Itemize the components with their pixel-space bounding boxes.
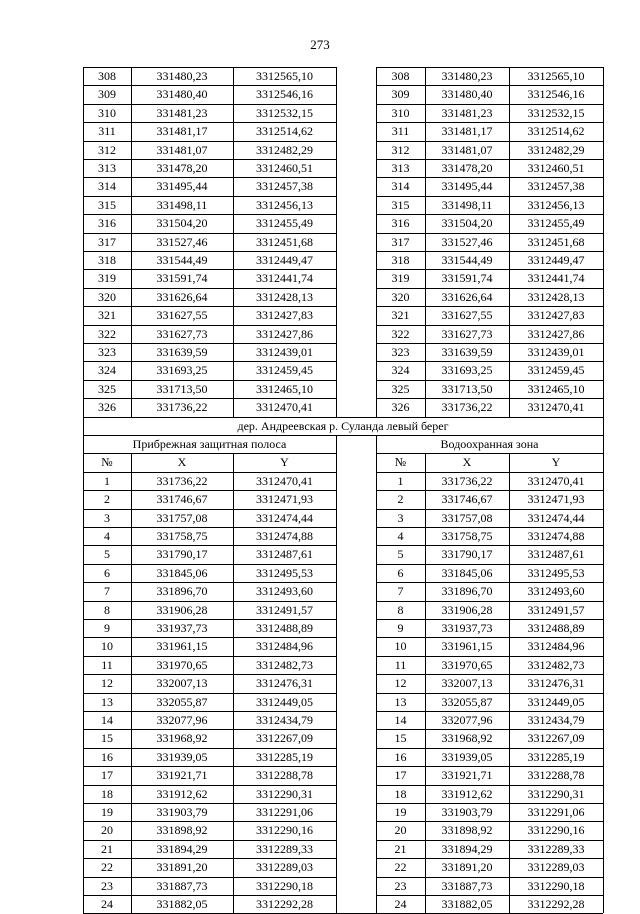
x-coordinate: 331591,74: [156, 271, 208, 286]
x-coordinate: 331757,08: [441, 510, 493, 525]
x-coordinate: 331481,07: [441, 142, 493, 157]
x-coordinate: 331790,17: [156, 547, 208, 562]
x-coordinate: 331896,70: [441, 584, 493, 599]
point-number: 6: [397, 565, 404, 580]
point-number: 22: [101, 860, 113, 875]
point-number: 24: [394, 897, 407, 911]
y-coordinate: 3312493,60: [527, 584, 585, 599]
point-number: 322: [391, 326, 410, 341]
y-coordinate: 3312289,33: [527, 841, 585, 856]
point-number: 1: [397, 473, 404, 488]
left-section-label: Прибрежная защитная полоса: [132, 437, 287, 451]
x-coordinate: 331906,28: [441, 602, 493, 617]
point-number: 316: [391, 216, 410, 231]
y-coordinate: 3312487,61: [256, 547, 313, 562]
y-coordinate: 3312455,49: [256, 216, 313, 231]
point-number: 4: [104, 529, 110, 543]
column-header-number: №: [394, 455, 407, 470]
point-number: 321: [98, 308, 116, 323]
y-coordinate: 3312514,62: [256, 124, 313, 139]
y-coordinate: 3312488,89: [256, 621, 313, 635]
point-number: 324: [98, 363, 116, 378]
x-coordinate: 332077,96: [441, 713, 493, 727]
point-number: 314: [98, 179, 116, 194]
x-coordinate: 331845,06: [156, 565, 208, 580]
x-coordinate: 331887,73: [156, 878, 208, 893]
y-coordinate: 3312449,47: [256, 253, 313, 267]
point-number: 315: [391, 197, 410, 212]
point-number: 14: [101, 713, 113, 727]
point-number: 5: [397, 547, 404, 562]
y-coordinate: 3312482,29: [256, 142, 313, 157]
y-coordinate: 3312290,31: [256, 786, 313, 801]
x-coordinate: 331898,92: [156, 823, 208, 838]
point-number: 16: [394, 749, 407, 764]
y-coordinate: 3312470,41: [527, 400, 585, 415]
y-coordinate: 3312565,10: [527, 69, 585, 83]
point-number: 1: [104, 473, 110, 488]
point-number: 312: [391, 142, 410, 157]
x-coordinate: 331478,20: [441, 161, 493, 175]
point-number: 325: [391, 381, 410, 396]
y-coordinate: 3312267,09: [527, 731, 585, 746]
y-coordinate: 3312288,78: [527, 768, 585, 783]
x-coordinate: 331882,05: [156, 897, 208, 911]
y-coordinate: 3312289,33: [256, 841, 313, 856]
point-number: 324: [391, 363, 410, 378]
x-coordinate: 331713,50: [156, 381, 208, 396]
x-coordinate: 331912,62: [156, 786, 208, 801]
table-rule: [603, 435, 604, 453]
x-coordinate: 331758,75: [156, 529, 208, 543]
table-rule: [336, 435, 337, 453]
point-number: 320: [391, 289, 410, 304]
x-coordinate: 331887,73: [441, 878, 493, 893]
x-coordinate: 331627,55: [156, 308, 208, 323]
point-number: 326: [391, 400, 410, 415]
x-coordinate: 331478,20: [156, 161, 208, 175]
x-coordinate: 331480,40: [156, 87, 208, 102]
y-coordinate: 3312474,88: [527, 529, 585, 543]
point-number: 13: [101, 694, 113, 709]
x-coordinate: 331481,23: [156, 105, 208, 120]
x-coordinate: 331627,73: [441, 326, 493, 341]
x-coordinate: 331736,22: [156, 400, 208, 415]
x-coordinate: 331898,92: [441, 823, 493, 838]
y-coordinate: 3312471,93: [527, 492, 585, 507]
point-number: 322: [98, 326, 116, 341]
y-coordinate: 3312495,53: [256, 565, 313, 580]
y-coordinate: 3312471,93: [256, 492, 313, 507]
y-coordinate: 3312487,61: [527, 547, 585, 562]
x-coordinate: 331481,07: [156, 142, 208, 157]
x-coordinate: 331968,92: [156, 731, 208, 746]
point-number: 323: [391, 345, 410, 359]
y-coordinate: 3312456,13: [527, 197, 585, 212]
y-coordinate: 3312484,96: [527, 639, 585, 654]
x-coordinate: 331937,73: [156, 621, 208, 635]
column-header-y: Y: [280, 455, 289, 470]
point-number: 17: [101, 768, 113, 783]
y-coordinate: 3312532,15: [527, 105, 585, 120]
x-coordinate: 331937,73: [441, 621, 493, 635]
point-number: 22: [394, 860, 407, 875]
y-coordinate: 3312474,44: [527, 510, 585, 525]
y-coordinate: 3312482,73: [527, 657, 585, 672]
point-number: 15: [101, 731, 113, 746]
point-number: 318: [98, 253, 116, 267]
x-coordinate: 331746,67: [441, 492, 493, 507]
y-coordinate: 3312470,41: [256, 400, 313, 415]
x-coordinate: 331736,22: [441, 473, 493, 488]
y-coordinate: 3312484,96: [256, 639, 313, 654]
y-coordinate: 3312291,06: [527, 805, 585, 819]
x-coordinate: 331627,73: [156, 326, 208, 341]
y-coordinate: 3312455,49: [527, 216, 585, 231]
x-coordinate: 331921,71: [441, 768, 493, 783]
point-number: 18: [101, 786, 113, 801]
y-coordinate: 3312514,62: [527, 124, 585, 139]
x-coordinate: 331903,79: [156, 805, 208, 819]
x-coordinate: 331504,20: [441, 216, 493, 231]
y-coordinate: 3312434,79: [256, 713, 313, 727]
point-number: 3: [397, 510, 404, 525]
x-coordinate: 331746,67: [156, 492, 208, 507]
point-number: 23: [394, 878, 407, 893]
point-number: 312: [98, 142, 116, 157]
column-header-x: X: [462, 455, 472, 470]
x-coordinate: 331713,50: [441, 381, 493, 396]
x-coordinate: 331480,23: [156, 69, 208, 83]
x-coordinate: 331758,75: [441, 529, 493, 543]
point-number: 10: [101, 639, 113, 654]
x-coordinate: 331891,20: [441, 860, 493, 875]
x-coordinate: 331939,05: [156, 749, 208, 764]
y-coordinate: 3312289,03: [256, 860, 313, 875]
y-coordinate: 3312427,86: [256, 326, 313, 341]
x-coordinate: 332077,96: [156, 713, 208, 727]
x-coordinate: 331591,74: [441, 271, 493, 286]
y-coordinate: 3312434,79: [527, 713, 585, 727]
y-coordinate: 3312292,28: [256, 897, 313, 911]
point-number: 19: [101, 805, 113, 819]
point-number: 310: [391, 105, 410, 120]
y-coordinate: 3312460,51: [256, 161, 313, 175]
x-coordinate: 331498,11: [441, 197, 493, 212]
point-number: 17: [394, 768, 407, 783]
point-number: 10: [394, 639, 407, 654]
point-number: 314: [391, 179, 410, 194]
y-coordinate: 3312449,05: [527, 694, 585, 709]
point-number: 14: [394, 713, 407, 727]
x-coordinate: 331480,40: [441, 87, 493, 102]
point-number: 319: [391, 271, 410, 286]
point-number: 5: [104, 547, 110, 562]
x-coordinate: 331939,05: [441, 749, 493, 764]
point-number: 321: [391, 308, 410, 323]
point-number: 317: [391, 234, 410, 249]
point-number: 310: [98, 105, 116, 120]
point-number: 320: [98, 289, 116, 304]
section-title: дер. Андреевская р. Суланда левый берег: [237, 418, 449, 433]
x-coordinate: 331626,64: [156, 289, 208, 304]
y-coordinate: 3312465,10: [256, 381, 313, 396]
point-number: 7: [397, 584, 404, 599]
y-coordinate: 3312441,74: [527, 271, 585, 286]
x-coordinate: 331693,25: [441, 363, 493, 378]
point-number: 313: [391, 161, 410, 175]
y-coordinate: 3312451,68: [527, 234, 585, 249]
y-coordinate: 3312482,29: [527, 142, 585, 157]
point-number: 4: [397, 529, 404, 543]
x-coordinate: 331896,70: [156, 584, 208, 599]
column-header-y: Y: [551, 455, 561, 470]
point-number: 18: [394, 786, 407, 801]
x-coordinate: 331961,15: [156, 639, 208, 654]
y-coordinate: 3312427,83: [527, 308, 585, 323]
point-number: 308: [98, 69, 116, 83]
y-coordinate: 3312290,16: [256, 823, 313, 838]
point-number: 11: [394, 657, 407, 672]
x-coordinate: 331481,17: [156, 124, 208, 139]
x-coordinate: 332007,13: [441, 676, 493, 691]
point-number: 317: [98, 234, 116, 249]
x-coordinate: 331504,20: [156, 216, 208, 231]
y-coordinate: 3312439,01: [256, 345, 313, 359]
y-coordinate: 3312546,16: [527, 87, 585, 102]
point-number: 318: [391, 253, 410, 267]
y-coordinate: 3312488,89: [527, 621, 585, 635]
page-number: 273: [310, 37, 330, 52]
point-number: 16: [101, 749, 113, 764]
y-coordinate: 3312267,09: [256, 731, 313, 746]
x-coordinate: 331544,49: [156, 253, 208, 267]
y-coordinate: 3312441,74: [256, 271, 313, 286]
y-coordinate: 3312290,16: [527, 823, 585, 838]
y-coordinate: 3312465,10: [527, 381, 585, 396]
x-coordinate: 331903,79: [441, 805, 493, 819]
point-number: 11: [101, 657, 113, 672]
x-coordinate: 331627,55: [441, 308, 493, 323]
y-coordinate: 3312470,41: [527, 473, 585, 488]
point-number: 308: [391, 69, 410, 83]
x-coordinate: 331894,29: [156, 841, 208, 856]
x-coordinate: 331481,23: [441, 105, 493, 120]
x-coordinate: 331891,20: [156, 860, 208, 875]
y-coordinate: 3312427,83: [256, 308, 313, 323]
point-number: 2: [397, 492, 404, 507]
x-coordinate: 331970,65: [156, 657, 208, 672]
point-number: 315: [98, 197, 116, 212]
point-number: 3: [104, 510, 110, 525]
point-number: 23: [101, 878, 113, 893]
x-coordinate: 331626,64: [441, 289, 493, 304]
point-number: 319: [98, 271, 116, 286]
point-number: 325: [98, 381, 116, 396]
point-number: 8: [397, 602, 404, 617]
y-coordinate: 3312459,45: [256, 363, 313, 378]
x-coordinate: 331790,17: [441, 547, 493, 562]
x-coordinate: 332007,13: [156, 676, 208, 691]
y-coordinate: 3312290,31: [527, 786, 585, 801]
table-rule: [336, 453, 337, 913]
x-coordinate: 331495,44: [156, 179, 208, 194]
point-number: 7: [104, 584, 110, 599]
y-coordinate: 3312290,18: [256, 878, 313, 893]
y-coordinate: 3312285,19: [256, 749, 313, 764]
x-coordinate: 331639,59: [441, 345, 493, 359]
table-rule: [603, 453, 604, 913]
x-coordinate: 331544,49: [441, 253, 493, 267]
point-number: 12: [101, 676, 113, 691]
y-coordinate: 3312427,86: [527, 326, 585, 341]
x-coordinate: 331882,05: [441, 897, 493, 911]
x-coordinate: 331921,71: [156, 768, 208, 783]
x-coordinate: 331736,22: [156, 473, 208, 488]
point-number: 323: [98, 345, 116, 359]
y-coordinate: 3312470,41: [256, 473, 313, 488]
point-number: 9: [397, 621, 404, 635]
point-number: 19: [394, 805, 407, 819]
point-number: 9: [104, 621, 110, 635]
y-coordinate: 3312289,03: [527, 860, 585, 875]
table-rule: [603, 417, 604, 435]
y-coordinate: 3312476,31: [256, 676, 313, 691]
column-header-number: №: [101, 455, 113, 470]
y-coordinate: 3312460,51: [527, 161, 585, 175]
right-section-label: Водоохранная зона: [440, 437, 539, 451]
y-coordinate: 3312439,01: [527, 345, 585, 359]
y-coordinate: 3312288,78: [256, 768, 313, 783]
x-coordinate: 331912,62: [441, 786, 493, 801]
point-number: 24: [101, 897, 113, 911]
point-number: 21: [101, 841, 113, 856]
y-coordinate: 3312449,05: [256, 694, 313, 709]
point-number: 313: [98, 161, 116, 175]
x-coordinate: 331970,65: [441, 657, 493, 672]
y-coordinate: 3312459,45: [527, 363, 585, 378]
y-coordinate: 3312451,68: [256, 234, 313, 249]
y-coordinate: 3312532,15: [256, 105, 313, 120]
point-number: 8: [104, 602, 110, 617]
coordinates-table: [83, 67, 603, 911]
y-coordinate: 3312474,44: [256, 510, 313, 525]
column-header-x: X: [177, 455, 187, 470]
x-coordinate: 331961,15: [441, 639, 493, 654]
x-coordinate: 331639,59: [156, 345, 208, 359]
point-number: 21: [394, 841, 407, 856]
x-coordinate: 331527,46: [441, 234, 493, 249]
x-coordinate: 331736,22: [441, 400, 493, 415]
point-number: 311: [98, 124, 116, 139]
y-coordinate: 3312428,13: [527, 289, 585, 304]
x-coordinate: 332055,87: [441, 694, 493, 709]
point-number: 309: [98, 87, 116, 102]
point-number: 13: [394, 694, 407, 709]
x-coordinate: 331481,17: [441, 124, 493, 139]
point-number: 326: [98, 400, 116, 415]
y-coordinate: 3312291,06: [256, 805, 313, 819]
x-coordinate: 331498,11: [156, 197, 208, 212]
x-coordinate: 331757,08: [156, 510, 208, 525]
x-coordinate: 331480,23: [441, 69, 493, 83]
point-number: 20: [394, 823, 407, 838]
x-coordinate: 331693,25: [156, 363, 208, 378]
y-coordinate: 3312491,57: [527, 602, 585, 617]
y-coordinate: 3312456,13: [256, 197, 313, 212]
point-number: 309: [391, 87, 410, 102]
x-coordinate: 331968,92: [441, 731, 493, 746]
y-coordinate: 3312546,16: [256, 87, 313, 102]
point-number: 2: [104, 492, 110, 507]
y-coordinate: 3312428,13: [256, 289, 313, 304]
y-coordinate: 3312285,19: [527, 749, 585, 764]
y-coordinate: 3312495,53: [527, 565, 585, 580]
y-coordinate: 3312292,28: [527, 897, 585, 911]
x-coordinate: 331906,28: [156, 602, 208, 617]
x-coordinate: 331495,44: [441, 179, 493, 194]
x-coordinate: 331527,46: [156, 234, 208, 249]
table-rule: [336, 67, 337, 417]
y-coordinate: 3312449,47: [527, 253, 585, 267]
y-coordinate: 3312474,88: [256, 529, 313, 543]
point-number: 316: [98, 216, 116, 231]
y-coordinate: 3312565,10: [256, 69, 313, 83]
point-number: 311: [391, 124, 410, 139]
x-coordinate: 331894,29: [441, 841, 493, 856]
y-coordinate: 3312290,18: [527, 878, 585, 893]
y-coordinate: 3312476,31: [527, 676, 585, 691]
y-coordinate: 3312457,38: [256, 179, 313, 194]
y-coordinate: 3312493,60: [256, 584, 313, 599]
y-coordinate: 3312482,73: [256, 657, 313, 672]
y-coordinate: 3312457,38: [527, 179, 585, 194]
point-number: 6: [104, 565, 110, 580]
x-coordinate: 332055,87: [156, 694, 208, 709]
x-coordinate: 331845,06: [441, 565, 493, 580]
point-number: 12: [394, 676, 407, 691]
point-number: 20: [101, 823, 113, 838]
table-rule: [603, 67, 604, 417]
point-number: 15: [394, 731, 407, 746]
y-coordinate: 3312491,57: [256, 602, 313, 617]
